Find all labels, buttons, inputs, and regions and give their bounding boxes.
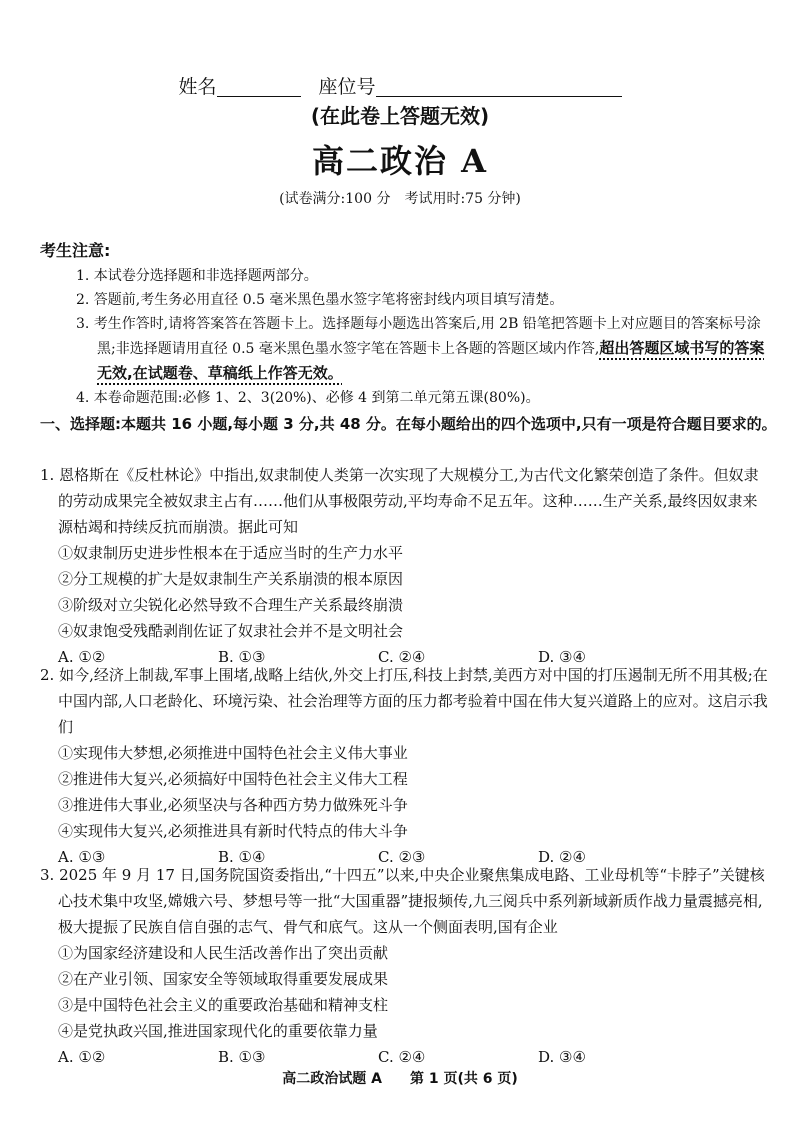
notice-item: 1. 本试卷分选择题和非选择题两部分。 [76, 268, 318, 284]
question-stem: 1. 恩格斯在《反杜林论》中指出,奴隶制使人类第一次实现了大规模分工,为古代文化繁荣创造了条件。但奴隶的劳动成果完全被奴隶主占有……他们从事极限劳动,平均寿命不足五年。这种……生产关系,最终因奴隶来源枯竭和持续反抗而崩溃。据此可知 [40, 466, 759, 536]
page-title: 高二政治 A [312, 142, 488, 180]
choice-c: C. ②④ [378, 648, 426, 666]
name-label: 姓名 [178, 76, 217, 98]
choice-b: B. ①③ [218, 648, 266, 666]
statement: ④奴隶饱受残酷剥削佐证了奴隶社会并不是文明社会 [58, 622, 404, 640]
notice-item-text: 3. 考生作答时,请将答案答在答题卡上。选择题每小题选出答案后,用 2B 铅笔把答题卡上对应题目的答案标号涂黑;非选择题请用直径 0.5 毫米黑色墨水签字笔在答题卡上各题的答题区域内作答, [76, 316, 761, 357]
notice-item: 2. 答题前,考生务必用直径 0.5 毫米黑色墨水签字笔将密封线内项目填写清楚。 [76, 292, 564, 308]
seat-blank [376, 76, 622, 97]
exam-info: (试卷满分:100 分 考试用时:75 分钟) [279, 191, 521, 207]
notice-block [40, 238, 770, 410]
statement: ②推进伟大复兴,必须搞好中国特色社会主义伟大工程 [58, 770, 408, 788]
statement: ①为国家经济建设和人民生活改善作出了突出贡献 [58, 944, 389, 962]
question-2 [40, 662, 770, 870]
choice-b: B. ①④ [218, 848, 266, 866]
notice-emphasis: 超出答题区域书写的答案无效,在试题卷、草稿纸上作答无效。 [97, 339, 765, 382]
choice-c: C. ②③ [378, 848, 426, 866]
page-number: 第 1 页(共 6 页) [409, 1071, 518, 1087]
question-3 [40, 862, 770, 1070]
statement: ③推进伟大事业,必须坚决与各种西方势力做殊死斗争 [58, 796, 408, 814]
choice-a: A. ①② [58, 648, 106, 666]
name-blank [217, 76, 301, 97]
statement: ②在产业引领、国家安全等领域取得重要发展成果 [58, 970, 389, 988]
statement: ③是中国特色社会主义的重要政治基础和精神支柱 [58, 996, 389, 1014]
statement: ③阶级对立尖锐化必然导致不合理生产关系最终崩溃 [58, 596, 404, 614]
notice-item [40, 312, 770, 386]
question-1 [40, 462, 770, 670]
choice-b: B. ①③ [218, 1048, 266, 1066]
statement: ④是党执政兴国,推进国家现代化的重要依靠力量 [58, 1022, 378, 1040]
statement: ①奴隶制历史进步性根本在于适应当时的生产力水平 [58, 544, 404, 562]
statement: ②分工规模的扩大是奴隶制生产关系崩溃的根本原因 [58, 570, 404, 588]
answer-choices [40, 1044, 770, 1070]
question-stem: 3. 2025 年 9 月 17 日,国务院国资委指出,“十四五”以来,中央企业聚焦集成电路、工业母机等“卡脖子”关键核心技术集中攻坚,嫦娥六号、梦想号等一批“大国重器”捷报频传,九三阅兵中系列新域新质作战力量震撼亮相,极大提振了民族自信自强的志气、骨气和底气。这从一个侧面表明,国有企业 [40, 866, 765, 936]
question-stem: 2. 如今,经济上制裁,军事上围堵,战略上结伙,外交上打压,科技上封禁,美西方对中国的打压遏制无所不用其极;在中国内部,人口老龄化、环境污染、社会治理等方面的压力都考验着中国在伟大复兴道路上的应对。这启示我们 [40, 666, 768, 736]
choice-d: D. ③④ [538, 1048, 586, 1066]
choice-d: D. ③④ [538, 648, 586, 666]
seat-label: 座位号 [318, 76, 376, 98]
page-footer [0, 1068, 800, 1088]
notice-title: 考生注意: [40, 241, 111, 260]
statement: ①实现伟大梦想,必须推进中国特色社会主义伟大事业 [58, 744, 408, 762]
choice-c: C. ②④ [378, 1048, 426, 1066]
statement: ④实现伟大复兴,必须推进具有新时代特点的伟大斗争 [58, 822, 408, 840]
notice-item: 4. 本卷命题范围:必修 1、2、3(20%)、必修 4 到第二单元第五课(80%)。 [76, 390, 540, 406]
choice-a: A. ①③ [58, 848, 106, 866]
footer-subject: 高二政治试题 A [282, 1071, 382, 1087]
section-heading: 一、选择题:本题共 16 小题,每小题 3 分,共 48 分。在每小题给出的四个选项中,只有一项是符合题目要求的。 [40, 415, 777, 433]
choice-a: A. ①② [58, 1048, 106, 1066]
choice-d: D. ②④ [538, 848, 586, 866]
invalid-note: (在此卷上答题无效) [310, 104, 490, 128]
student-info-line [0, 72, 800, 99]
